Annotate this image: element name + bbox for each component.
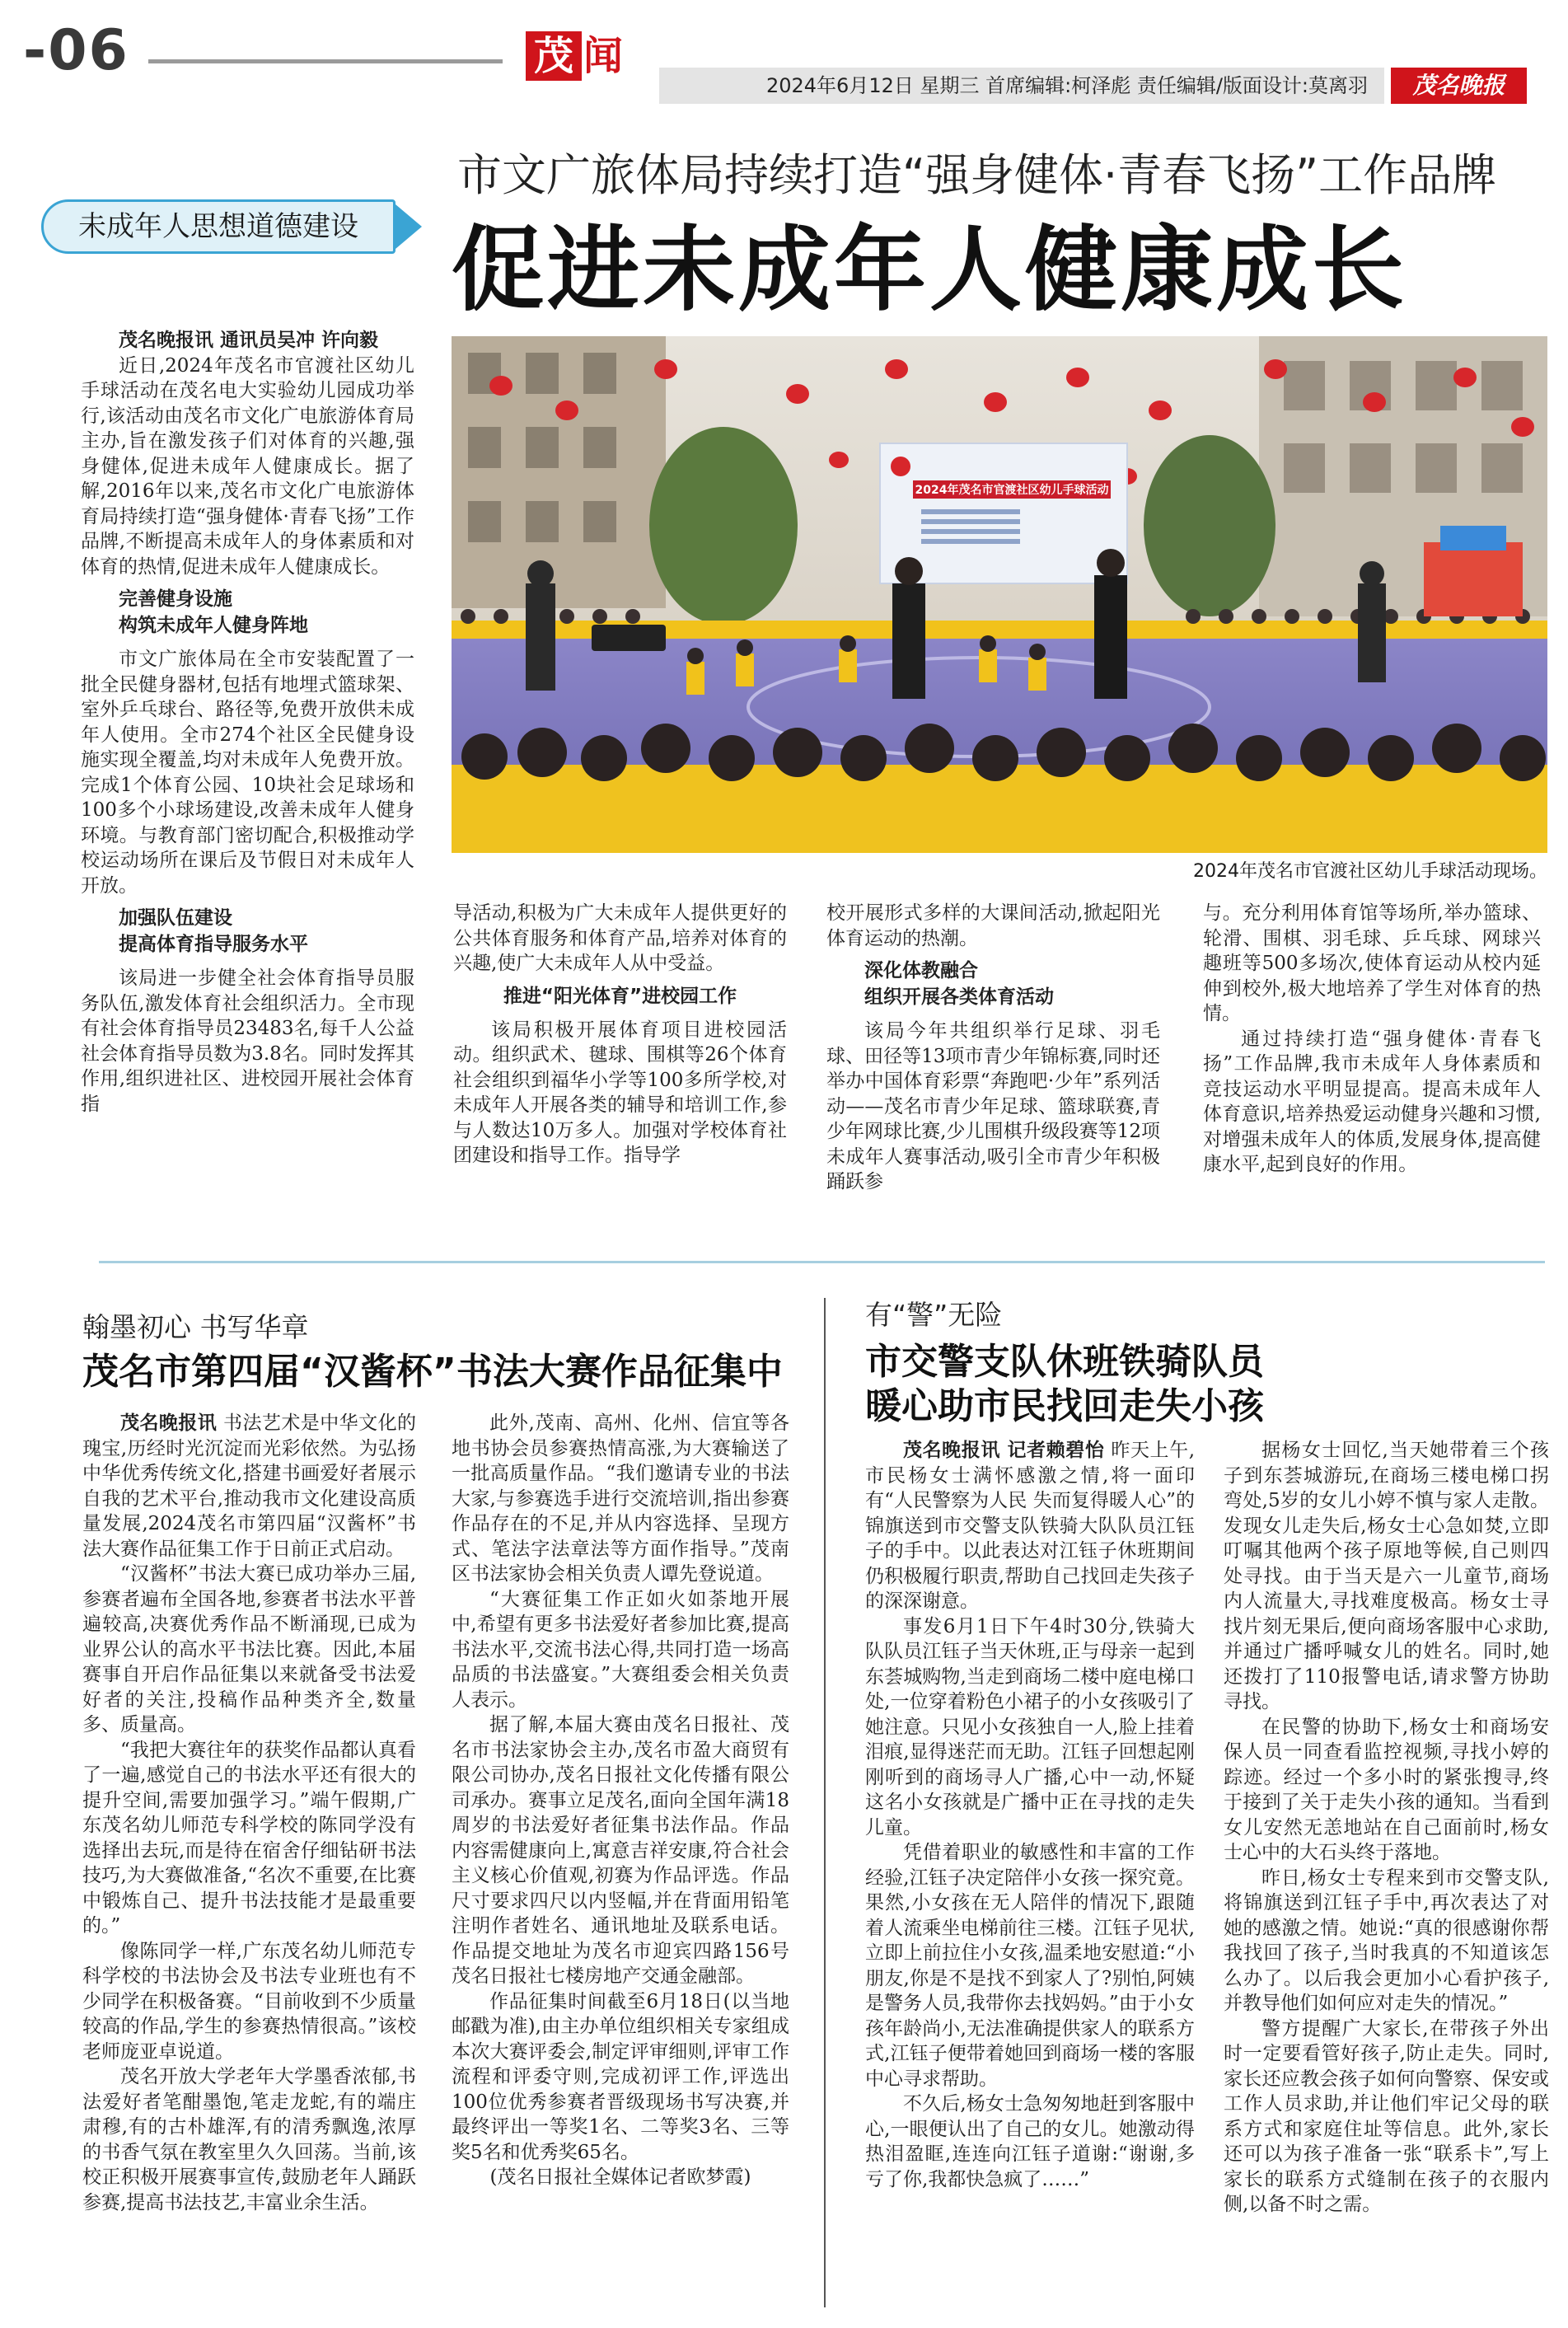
story1-paragraph: 校开展形式多样的大课间活动,掀起阳光体育运动的热潮。: [826, 902, 1160, 949]
story1-subtitle: 市文广旅体局持续打造“强身健体·青春飞扬”工作品牌: [457, 149, 1497, 201]
story3-paragraph: 事发6月1日下午4时30分,铁骑大队队员江钰子当天休班,正与母亲一起到东荟城购物,当走到商场二楼中庭电梯口处,一位穿着粉色小裙子的小女孩吸引了她注意。只见小女孩独自一人,脸上挂着泪痕,显得迷茫而无助。江钰子回想起刚刚听到的商场寻人广播,心中一动,怀疑这名小女孩就是广播中正在寻找的走失儿童。: [865, 1615, 1195, 1839]
story1-subhead-line: 组织开展各类体育活动: [864, 986, 1054, 1008]
story1-paragraph: 该局积极开展体育项目进校园活动。组织武术、毽球、围棋等26个体育社会组织到福华小学等100多所学校,对未成年人开展各类的辅导和培训工作,参与人数达10万多人。加强对学校体育社团建设和指导工作。指导学: [453, 1019, 787, 1166]
story2-paragraph: 据了解,本届大赛由茂名日报社、茂名市书法家协会主办,茂名市盈大商贸有限公司协办,茂名日报社文化传播有限公司承办。赛事立足茂名,面向全国年满18周岁的书法爱好者征集书法作品。作品内容需健康向上,寓意吉祥安康,符合社会主义核心价值观,初赛为作品评选。作品尺寸要求四尺以内竖幅,并在背面用铅笔注明作者姓名、通讯地址及联系电话。作品提交地址为茂名市迎宾四路156号茂名日报社七楼房地产交通金融部。: [452, 1714, 789, 1987]
story3-title-line1: 市交警支队休班铁骑队员: [865, 1341, 1264, 1383]
story3-paragraph: 不久后,杨女士急匆匆地赶到客服中心,一眼便认出了自己的女儿。她激动得热泪盈眶,连连向江钰子道谢:“谢谢,多亏了你,我都快急疯了……”: [865, 2093, 1195, 2190]
story3-title-line2: 暖心助市民找回走失小孩: [865, 1385, 1264, 1427]
story2-paragraph: 作品征集时间截至6月18日(以当地邮戳为准),由主办单位组织相关专家组成本次大赛评委会,制定评审细则,评审工作流程和评委守则,完成初评工作,评选出100位优秀参赛者晋级现场书写决赛,并最终评出一等奖1名、二等奖3名、三等奖5名和优秀奖65名。: [452, 1990, 789, 2163]
story1-subhead: 推进“阳光体育”进校园工作: [503, 985, 737, 1007]
story1-column-2: [453, 901, 787, 1169]
column-tag: [41, 199, 420, 254]
arrow-icon: [396, 204, 422, 249]
event-photo: [452, 336, 1547, 853]
story1-subhead-line: 完善健身设施: [119, 588, 232, 610]
photo-caption: 2024年茂名市官渡社区幼儿手球活动现场。: [1193, 861, 1547, 882]
story2-byline: 茂名晚报讯: [120, 1412, 218, 1434]
story3-byline: 茂名晚报讯 记者赖碧怡: [903, 1440, 1105, 1461]
story2-paragraph: 像陈同学一样,广东茂名幼儿师范专科学校的书法协会及书法专业班也有不少同学在积极备赛。“目前收到不少质量较高的作品,学生的参赛热情很高。”该校老师庞亚卓说道。: [82, 1940, 416, 2063]
story1-subhead: [81, 905, 414, 958]
story2-paragraph: “大赛征集工作正如火如荼地开展中,希望有更多书法爱好者参加比赛,提高书法水平,交流书法心得,共同打造一场高品质的书法盛宴。”大赛组委会相关负责人表示。: [452, 1588, 789, 1711]
story1-paragraph: 该局今年共组织举行足球、羽毛球、田径等13项市青少年锦标赛,同时还举办中国体育彩票“奔跑吧·少年”系列活动——茂名市青少年足球、篮球联赛,青少年网球比赛,少儿围棋升级段赛等12项未成年人赛事活动,吸引全市青少年积极踊跃参: [826, 1020, 1160, 1192]
story2-paragraph: “汉酱杯”书法大赛已成功举办三届,参赛者遍布全国各地,参赛者书法水平普遍较高,决赛优秀作品不断涌现,已成为业界公认的高水平书法比赛。因此,本届赛事自开启作品征集以来就备受书法爱好者的关注,投稿作品种类齐全,数量多、质量高。: [82, 1563, 416, 1735]
column-divider: [824, 1298, 826, 2307]
story1-column-3: [826, 901, 1160, 1195]
story3-paragraph: 警方提醒广大家长,在带孩子外出时一定要看管好孩子,防止走失。同时,家长还应教会孩子如何向警察、保安或工作人员求助,并让他们牢记父母的联系方式和家庭住址等信息。此外,家长还可以为孩子准备一张“联系卡”,写上家长的联系方式缝制在孩子的衣服内侧,以备不时之需。: [1224, 2017, 1549, 2215]
story3-paragraph: 在民警的协助下,杨女士和商场安保人员一同查看监控视频,寻找小婷的踪迹。经过一个多小时的紧张搜寻,终于接到了关于走失小孩的通知。当看到女儿安然无恙地站在自己面前时,杨女士心中的大石头终于落地。: [1224, 1716, 1549, 1863]
page-number: -06: [23, 18, 129, 83]
story1-paragraph: 市文广旅体局在全市安装配置了一批全民健身器材,包括有地埋式篮球架、室外乒乓球台、路径等,免费开放供未成年人使用。全市274个社区全民健身设施实现全覆盖,均对未成年人免费开放。完成1个体育公园、10块社会足球场和100多个小球场建设,改善未成年人健身环境。与教育部门密切配合,积极推动学校运动场所在课后及节假日对未成年人开放。: [81, 649, 414, 897]
dateline: 2024年6月12日 星期三 首席编辑:柯泽彪 责任编辑/版面设计:莫离羽: [659, 68, 1384, 104]
story2-paragraph: “我把大赛往年的获奖作品都认真看了一遍,感觉自己的书法水平还有很大的提升空间,需要加强学习。”端午假期,广东茂名幼儿师范专科学校的陈同学没有选择出去玩,而是待在宿舍仔细钻研书法技巧,为大赛做准备,“名次不重要,在比赛中锻炼自己、提升书法技能才是最重要的。”: [82, 1739, 416, 1937]
story3-paragraph: 凭借着职业的敏感性和丰富的工作经验,江钰子决定陪伴小女孩一探究竟。果然,小女孩在无人陪伴的情况下,跟随着人流乘坐电梯前往三楼。江钰子见状,立即上前拉住小女孩,温柔地安慰道:“小朋友,你是不是找不到家人了?别怕,阿姨是警务人员,我带你去找妈妈。”由于小女孩年龄尚小,无法准确提供家人的联系方式,江钰子便带着她回到商场一楼的客服中心寻求帮助。: [865, 1842, 1195, 2090]
story1-subhead: [81, 586, 414, 639]
section-divider: [99, 1261, 1545, 1263]
story1-subhead-line: 提高体育指导服务水平: [119, 934, 308, 955]
story2-kicker: 翰墨初心 书写华章: [82, 1311, 309, 1343]
story2-column-1: [82, 1411, 416, 2215]
story1-paragraph: 近日,2024年茂名市官渡社区幼儿手球活动在茂名电大实验幼儿园成功举行,该活动由茂名市文化广电旅游体育局主办,旨在激发孩子们对体育的兴趣,强身健体,促进未成年人健康成长。据了解,2016年以来,茂名市文化广电旅游体育局持续打造“强身健体·青春飞扬”工作品牌,不断提高未成年人的身体素质和对体育的热情,促进未成年人健康成长。: [81, 354, 414, 578]
story2-credit: (茂名日报社全媒体记者欧梦霞): [489, 2166, 751, 2188]
story1-subhead-line: 加强队伍建设: [119, 907, 232, 929]
story3-paragraph: 昨天上午,市民杨女士满怀感激之情,将一面印有“人民警察为人民 失而复得暖人心”的锦旗送到市交警支队铁骑大队队员江钰子的手中。以此表达对江钰子休班期间仍积极履行职责,帮助自己找回走失孩子的深深谢意。: [865, 1440, 1196, 1612]
column-tag-label: 未成年人思想道德建设: [41, 199, 396, 254]
story2-title: 茂名市第四届“汉酱杯”书法大赛作品征集中: [82, 1351, 783, 1393]
story1-byline: 茂名晚报讯 通讯员吴冲 许向毅: [119, 330, 379, 351]
story3-column-2: [1224, 1438, 1549, 2218]
story1-title: 促进未成年人健康成长: [452, 217, 1407, 324]
newspaper-logo: 茂名晚报: [1391, 68, 1527, 104]
story3-kicker: 有“警”无险: [865, 1299, 1003, 1331]
story1-paragraph: 与。充分利用体育馆等场所,举办篮球、轮滑、围棋、羽毛球、乒乓球、网球兴趣班等500多场次,使体育运动从校内延伸到校外,极大地培养了学生对体育的热情。: [1203, 902, 1541, 1024]
section-label: [526, 31, 649, 81]
story1-subhead-line: 构筑未成年人健身阵地: [119, 615, 308, 636]
photo-banner-text: 2024年茂名市官渡社区幼儿手球活动: [915, 484, 1109, 497]
story3-column-1: [865, 1438, 1195, 2192]
story1-subhead: [826, 958, 1160, 1010]
story1-subhead-line: 深化体教融合: [864, 960, 978, 981]
story3-paragraph: 据杨女士回忆,当天她带着三个孩子到东荟城游玩,在商场三楼电梯口拐弯处,5岁的女儿小婷不慎与家人走散。发现女儿走失后,杨女士心急如焚,立即叮嘱其他两个孩子原地等候,自己则四处寻找。由于当天是六一儿童节,商场内人流量大,寻找难度极高。杨女士寻找片刻无果后,便向商场客服中心求助,并通过广播呼喊女儿的姓名。同时,她还拨打了110报警电话,请求警方协助寻找。: [1224, 1440, 1549, 1712]
story1-column-1: [81, 328, 414, 1117]
story2-paragraph: 书法艺术是中华文化的瑰宝,历经时光沉淀而光彩依然。为弘扬中华优秀传统文化,搭建书画爱好者展示自我的艺术平台,推动我市文化建设高质量发展,2024茂名市第四届“汉酱杯”书法大赛作品征集工作于日前正式启动。: [82, 1412, 417, 1560]
story2-paragraph: 茂名开放大学老年大学墨香浓郁,书法爱好者笔酣墨饱,笔走龙蛇,有的端庄肃穆,有的古朴雄浑,有的清秀飘逸,浓厚的书香气氛在教室里久久回荡。当前,该校正积极开展赛事宣传,鼓励老年人踊跃参赛,提高书法技艺,丰富业余生活。: [82, 2066, 416, 2213]
section-label-right: 闻: [583, 33, 624, 79]
story1-paragraph: 导活动,积极为广大未成年人提供更好的公共体育服务和体育产品,培养对体育的兴趣,使广大未成年人从中受益。: [453, 902, 787, 974]
story2-paragraph: 此外,茂南、高州、化州、信宜等各地书协会员参赛热情高涨,为大赛输送了一批高质量作品。“我们邀请专业的书法大家,与参赛选手进行交流培训,指出参赛作品存在的不足,并从内容选择、呈现方式、笔法字法章法等方面作指导。”茂南区书法家协会相关负责人谭先登说道。: [452, 1412, 789, 1585]
story1-paragraph: 通过持续打造“强身健体·青春飞扬”工作品牌,我市未成年人身体素质和竞技运动水平明显提高。提高未成年人体育意识,培养热爱运动健身兴趣和习惯,对增强未成年人的体质,发展身体,提高健康水平,起到良好的作用。: [1203, 1028, 1541, 1175]
story2-column-2: [452, 1411, 789, 2190]
story1-paragraph: 该局进一步健全社会体育指导员服务队伍,激发体育社会组织活力。全市现有社会体育指导员23483名,每千人公益社会体育指导员数为3.8名。同时发挥其作用,组织进社区、进校园开展社会体育指: [81, 967, 414, 1115]
story1-column-4: [1203, 901, 1541, 1178]
section-label-left: 茂: [526, 31, 582, 81]
story3-paragraph: 昨日,杨女士专程来到市交警支队,将锦旗送到江钰子手中,再次表达了对她的感激之情。她说:“真的很感谢你帮我找回了孩子,当时我真的不知道该怎么办了。以后我会更加小心看护孩子,并教导他们如何应对走失的情况。”: [1224, 1867, 1549, 2014]
header-rule: [148, 59, 503, 63]
